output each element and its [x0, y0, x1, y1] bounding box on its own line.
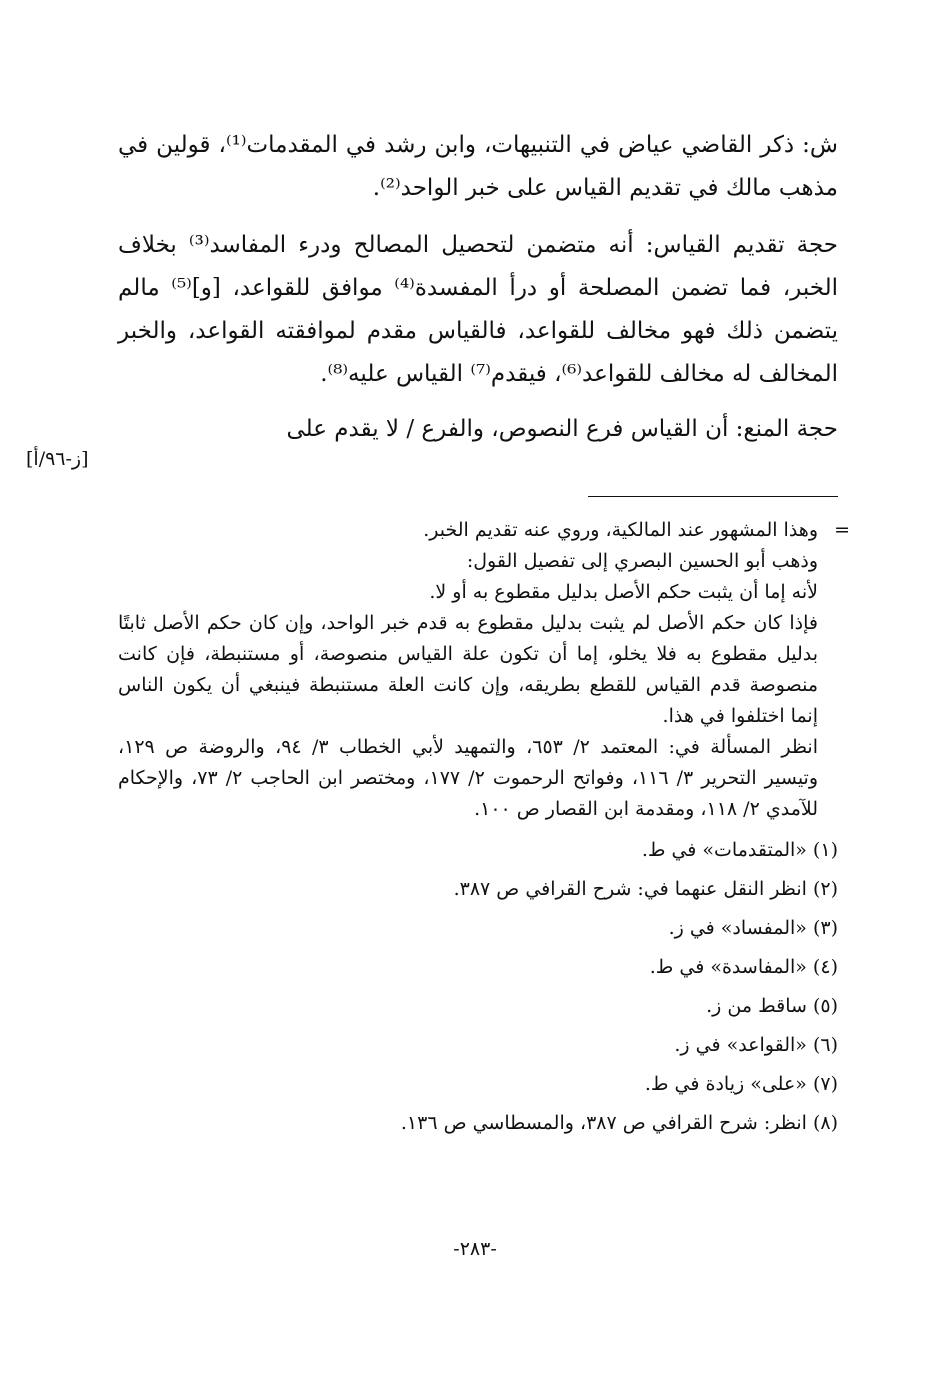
footnotes-area: [118, 515, 850, 1143]
footnote-5: (٥) ساقط من ز.: [706, 995, 838, 1017]
continuation-line: وهذا المشهور عند المالكية، وروي عنه تقديم الخبر.: [423, 519, 818, 541]
footnote-3: (٣) «المفساد» في ز.: [668, 917, 838, 939]
paragraph-3: حجة المنع: أن القياس فرع النصوص، والفرع / لا يقدم على: [286, 416, 838, 442]
footnote-7: (٧) «على» زيادة في ط.: [644, 1073, 838, 1095]
footnote-continuation: [118, 515, 850, 825]
continuation-line: وذهب أبو الحسين البصري إلى تفصيل القول:: [466, 550, 818, 572]
margin-folio-reference: [ز-٩٦/أ]: [26, 448, 89, 470]
footnote-list: [118, 831, 838, 1143]
paragraph-1: ش: ذكر القاضي عياض في التنبيهات، وابن رشد في المقدمات⁽¹⁾، قولين في مذهب مالك في تقديم القياس على خبر الواحد⁽²⁾.: [118, 132, 838, 201]
main-text: [118, 124, 838, 451]
footnote-8: (٨) انظر: شرح القرافي ص ٣٨٧، والمسطاسي ص ١٣٦.: [400, 1112, 838, 1134]
continuation-marker: =: [834, 519, 850, 541]
continuation-paragraph: انظر المسألة في: المعتمد ٢/ ٦٥٣، والتمهيد لأبي الخطاب ٣/ ٩٤، والروضة ص ١٢٩، وتيسير التحرير ٣/ ١١٦، وفواتح الرحموت ٢/ ١٧٧، ومختصر ابن الحاجب ٢/ ٧٣، والإحكام للآمدي ٢/ ١١٨، ومقدمة ابن القصار ص ١٠٠.: [118, 736, 819, 820]
page-number: -٢٨٣-: [453, 1238, 497, 1260]
footnote-separator: [588, 496, 838, 497]
continuation-paragraph: فإذا كان حكم الأصل لم يثبت بدليل مقطوع به قدم خبر الواحد، وإن كان حكم الأصل ثابتًا بدليل مقطوع به فلا يخلو، إما أن تكون علة القياس منصوصة، أو مستنبطة، فإن كانت منصوصة قدم القياس للقطع بطريقه، وإن كانت العلة مستنبطة فينبغي أن يكون الناس إنما اختلفوا في هذا.: [118, 612, 818, 727]
footnote-6: (٦) «القواعد» في ز.: [674, 1034, 838, 1056]
paragraph-2: حجة تقديم القياس: أنه متضمن لتحصيل المصالح ودرء المفاسد⁽³⁾ بخلاف الخبر، فما تضمن المصلحة أو درأ المفسدة⁽⁴⁾ موافق للقواعد، [و]⁽⁵⁾ مالم يتضمن ذلك فهو مخالف للقواعد، فالقياس مقدم لموافقته القواعد، والخبر المخالف له مخالف للقواعد⁽⁶⁾، فيقدم⁽⁷⁾ القياس عليه⁽⁸⁾.: [118, 232, 839, 387]
footnote-4: (٤) «المفاسدة» في ط.: [649, 956, 838, 978]
continuation-line: لأنه إما أن يثبت حكم الأصل بدليل مقطوع به أو لا.: [429, 581, 818, 603]
footnote-2: (٢) انظر النقل عنهما في: شرح القرافي ص ٣٨٧.: [453, 878, 838, 900]
footnote-1: (١) «المتقدمات» في ط.: [641, 839, 838, 861]
